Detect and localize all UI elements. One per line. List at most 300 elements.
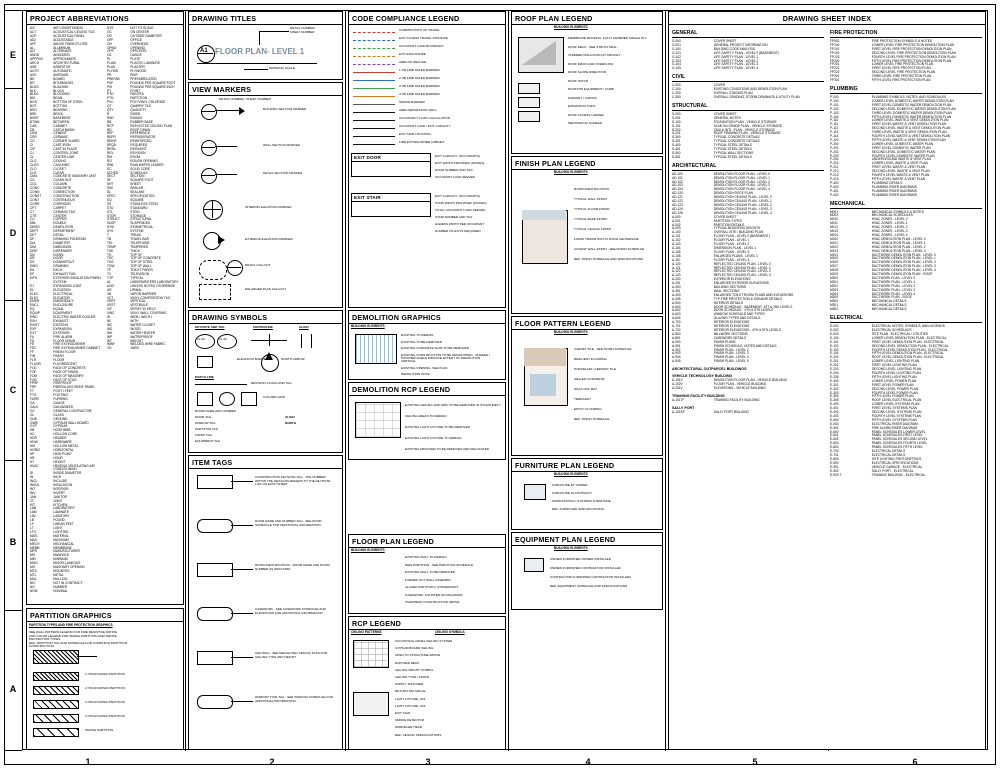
abbreviation-key: PLYWD bbox=[107, 68, 119, 73]
abbreviation-value: BEARING bbox=[53, 108, 68, 113]
sheet-title: FOURTH LEVEL WASTE & VENT DEMOLITION PLAN bbox=[871, 134, 951, 139]
sheet-title: SECOND LEVEL DOMESTIC WATER DEMOLITION PLAN bbox=[871, 106, 956, 111]
sheet-number: A-002 bbox=[672, 222, 681, 227]
sheet-title: DIMENSION PLAN - LEVEL 1 bbox=[713, 245, 757, 250]
sheet-index-row[interactable] bbox=[672, 411, 824, 415]
abbreviation-value: YARD bbox=[130, 346, 139, 351]
sheet-title: EXISTING CONDITIONS AND DEMOLITION PLAN bbox=[713, 87, 787, 92]
row-divider bbox=[4, 610, 22, 611]
abbreviation-key: MUL bbox=[30, 576, 37, 581]
sheet-number: FP103 bbox=[830, 54, 840, 59]
rcp-item-label: SPRINKLER HEAD bbox=[395, 725, 422, 730]
abbreviation-value: CAULKING bbox=[53, 162, 70, 167]
sheet-index-row[interactable] bbox=[672, 156, 824, 160]
abbreviation-value: EACH bbox=[53, 268, 63, 273]
rcp-item-label: OPEN TO STRUCTURE ABOVE bbox=[395, 653, 441, 658]
abbreviation-key: WH bbox=[107, 330, 113, 335]
sheet-title: FOUNDATION PLAN - VEHICLE STORAGE bbox=[713, 119, 777, 124]
sheet-number: A-100 bbox=[672, 230, 681, 235]
abbreviation-value: CATCH BASIN bbox=[53, 127, 75, 132]
roof-drain-sample bbox=[518, 97, 540, 108]
sheet-title: TRAINING FACILITY BUILDING bbox=[713, 397, 760, 402]
sheet-number: M108 bbox=[830, 268, 838, 273]
abbreviation-row bbox=[30, 590, 103, 594]
sheet-title: ELECTRICAL SCHEDULES bbox=[871, 328, 912, 332]
sheet-number: P-202 bbox=[830, 149, 839, 154]
abbreviation-value: CLEAN OUT bbox=[53, 178, 72, 183]
sheet-number: FP100 bbox=[830, 42, 840, 47]
sheet-title: FIFTH LEVEL LIGHTING PLAN bbox=[871, 374, 917, 379]
abbreviation-value: ROOF DRAIN bbox=[130, 127, 151, 132]
sheet-title: GENERAL NOTES bbox=[713, 115, 741, 120]
sheet-index-row[interactable] bbox=[672, 96, 824, 100]
col-header-keynote: KEYNOTE AND TAG bbox=[195, 325, 225, 329]
abbreviation-value: EMERGENCY bbox=[53, 299, 74, 304]
panel-floor-plan-legend bbox=[348, 534, 506, 614]
sheet-number: C-300 bbox=[672, 94, 681, 99]
abbreviation-value: JANITOR bbox=[53, 494, 67, 499]
abbreviation-key: STOR bbox=[107, 213, 116, 218]
panel-title: DEMOLITION RCP LEGEND bbox=[349, 383, 505, 396]
sheet-title: FOURTH LEVEL FIRE PROTECTION DEMOLITION PLAN bbox=[871, 54, 956, 59]
sheet-index-row[interactable] bbox=[830, 194, 982, 198]
sheet-title: MECHANICAL SYMBOLS & NOTES bbox=[871, 209, 924, 214]
sheet-number: M011 bbox=[830, 221, 838, 226]
sheet-number: P-211 bbox=[830, 165, 839, 170]
sheet-number: FP201 bbox=[830, 62, 840, 67]
code-legend-line bbox=[353, 80, 395, 81]
callout-detail-number: DETAIL NUMBER bbox=[290, 26, 315, 30]
abbreviation-value: BLOCK bbox=[53, 88, 65, 93]
abbreviation-key: W/ bbox=[107, 318, 111, 323]
demolition-rcp-item-label: EXISTING DIFFUSER TO BE REMOVED AND RELOCATED bbox=[405, 447, 490, 451]
abbreviation-key: FE bbox=[30, 342, 35, 347]
sheet-number: E-403 bbox=[830, 413, 839, 418]
sheet-number: P-102 bbox=[830, 106, 839, 111]
callout-north-arrow: NORTH ARROW bbox=[281, 357, 305, 361]
abbreviation-key: OPNG bbox=[107, 45, 117, 50]
abbreviation-key: PTD bbox=[107, 92, 114, 97]
col-divider bbox=[185, 10, 186, 751]
abbreviation-value: TYPICAL bbox=[130, 276, 144, 280]
abbreviation-key: PLAM bbox=[107, 61, 116, 66]
panel-item-tags bbox=[188, 455, 343, 750]
sheet-number: AD-100 bbox=[672, 171, 683, 176]
abbreviation-value: NUMBER bbox=[53, 584, 68, 589]
abbreviation-value: REFRIGERATOR bbox=[130, 135, 156, 140]
sheet-index-row[interactable] bbox=[830, 308, 982, 312]
code-legend-label: FIRE EXTINGUISHER CABINET bbox=[399, 140, 445, 144]
sheet-number: A-110 bbox=[672, 257, 681, 262]
section-header: BUILDING ELEMENTS bbox=[554, 25, 588, 29]
abbreviation-value: GAUGE bbox=[53, 401, 65, 405]
abbreviation-value: DEPARTMENT bbox=[53, 229, 75, 234]
abbreviation-value: TOP OF STEEL bbox=[130, 260, 154, 265]
abbreviation-value: ELEVATOR bbox=[53, 295, 70, 300]
sheet-number: E-205 bbox=[830, 374, 839, 379]
abbreviation-value: SOLID CORE bbox=[130, 166, 150, 171]
sheet-title: MECHANICAL DETAILS bbox=[871, 307, 907, 312]
abbreviation-value: EQUAL bbox=[53, 307, 65, 312]
abbreviation-key: T bbox=[107, 233, 109, 238]
sheet-number: M010 bbox=[830, 217, 838, 222]
abbreviation-value: AUTOMATIC bbox=[53, 68, 72, 73]
abbreviation-value: BLOCKING bbox=[53, 92, 70, 97]
abbreviation-key: MH bbox=[30, 553, 35, 558]
sheet-number: A-400 bbox=[672, 292, 681, 297]
abbreviation-value: BEAM bbox=[53, 96, 63, 101]
abbreviation-value: ELECTRICAL bbox=[53, 291, 73, 296]
sheet-number: E-903 T bbox=[830, 472, 842, 477]
abbreviation-value: CLEAR bbox=[53, 170, 64, 175]
abbreviation-key: DF bbox=[30, 236, 35, 241]
abbreviation-key: HDR bbox=[30, 436, 37, 441]
abbreviation-value: RISER bbox=[130, 111, 141, 116]
abbreviation-value: LINEAR FEET bbox=[53, 522, 74, 527]
abbreviation-value: FACE OF CONCRETE bbox=[53, 365, 86, 370]
furniture-item-label: FURNITURE IN CONTRACT bbox=[552, 491, 592, 495]
panel-floor-pattern-legend bbox=[511, 316, 663, 456]
panel-project-abbreviations bbox=[26, 11, 184, 605]
abbreviation-value: INSIDE DIAMETER bbox=[53, 471, 82, 476]
demolition-item-label: EXISTING TO BE REMOVED bbox=[401, 339, 442, 344]
sheet-index-row[interactable] bbox=[830, 474, 982, 478]
abbreviation-value: ASBESTOS bbox=[53, 65, 71, 70]
sheet-title: THIRD LEVEL DOMESTIC WATER DEMOLITION PLAN bbox=[871, 110, 952, 115]
sheet-title: FIRST LEVEL SYSTEMS PLAN bbox=[871, 406, 917, 411]
abbreviation-key: KIT bbox=[30, 502, 35, 507]
abbreviation-key: CO bbox=[30, 178, 35, 183]
abbreviation-value: ABOVE FINISH FLOOR bbox=[53, 41, 88, 46]
abbreviation-key: BD bbox=[30, 76, 35, 81]
abbreviation-key: BIT bbox=[30, 80, 35, 85]
abbreviation-key: VERT bbox=[107, 299, 116, 304]
abbreviation-key: DEMO bbox=[30, 225, 40, 230]
sheet-title: FIRE ALARM RISER DIAGRAM bbox=[871, 425, 918, 430]
symbol-tag-1: A1.00 bbox=[197, 337, 205, 341]
sheet-title: LIFE SAFETY PLAN - LEVEL 3 bbox=[713, 62, 759, 67]
abbreviation-value: NOT TO SCALE bbox=[130, 26, 154, 30]
sheet-number: A-003 bbox=[672, 226, 681, 231]
demolition-rcp-item-label: EXISTING CEILING AND GRID TO BE REMOVED IN ITS ENTIRETY bbox=[405, 403, 501, 407]
exit-stair-note: EXIT CAPACITY (OCCUPANTS) bbox=[435, 194, 480, 198]
sheet-title: ENLARGED EXTERIOR ELEVATIONS bbox=[713, 281, 769, 286]
panel-title: FLOOR PATTERN LEGEND bbox=[512, 317, 662, 330]
sheet-index-row[interactable] bbox=[672, 399, 824, 403]
code-legend-label: AREA SEPARATION WALL bbox=[399, 108, 437, 112]
abbreviation-value: PLATE bbox=[130, 57, 141, 62]
section-header: BUILDING ELEMENTS bbox=[554, 472, 588, 476]
abbreviation-key: OZ bbox=[107, 53, 112, 58]
demo-hatch-sample bbox=[355, 334, 397, 364]
sheet-title: SALLY PORT - ELECTRICAL bbox=[871, 468, 914, 473]
sheet-title: FINISH PLANS bbox=[713, 339, 736, 344]
sheet-number: G-102 bbox=[672, 54, 681, 59]
abbreviation-key: CONST bbox=[30, 193, 42, 198]
abbreviation-key: LAV bbox=[30, 514, 36, 519]
sheet-title: REFLECTED CEILING PLAN - LEVEL 1 bbox=[713, 265, 771, 270]
sheet-title: DOOR SCHEDULE - 4TH & 5TH LEVELS bbox=[713, 308, 774, 313]
panel-title: PARTITION GRAPHICS bbox=[27, 609, 183, 622]
callout-detail-sheet: DETAIL NUMBER / SHEET NUMBER bbox=[219, 97, 271, 101]
sheet-index-row[interactable] bbox=[672, 360, 824, 364]
sheet-title: FIFTH LEVEL SYSTEMS PLAN bbox=[871, 417, 917, 422]
abbreviation-value: AIR CONDITIONING bbox=[53, 26, 84, 30]
abbreviation-column-1 bbox=[30, 27, 103, 593]
sheet-title: PANEL SCHEDULES SECOND LEVEL bbox=[871, 437, 928, 442]
sheet-number: M104 bbox=[830, 252, 838, 257]
abbreviation-key: HB bbox=[30, 428, 35, 433]
sheet-title: ELECTRICAL DETAILS bbox=[871, 449, 906, 454]
sheet-number: A-101 bbox=[672, 234, 681, 239]
sheet-title: CMU & INTL. PLAN - VEHICLE STORAGE bbox=[713, 127, 775, 132]
partition-item-label: 3 HOUR RATED PARTITION bbox=[85, 700, 125, 704]
abbreviation-key: SL bbox=[107, 190, 111, 195]
sheet-title: ELECTRICAL NOTES, SYMBOLS, AND LEGENDS bbox=[871, 324, 945, 329]
sheet-number: E-800 bbox=[830, 456, 839, 461]
col-divider bbox=[508, 10, 509, 751]
exit-stair-note: STAIR WIDTH PROVIDED (INCHES) bbox=[435, 201, 487, 205]
abbreviation-key: TV bbox=[107, 272, 112, 277]
sheet-title: COVER bbox=[713, 83, 726, 88]
abbreviation-key: BTWN bbox=[30, 119, 40, 124]
abbreviation-key: PR bbox=[107, 72, 112, 77]
abbreviation-key: UNO bbox=[107, 283, 115, 288]
abbreviation-value: MISCELLANEOUS bbox=[53, 561, 81, 566]
sheet-title: INTERIOR DETAILS bbox=[713, 300, 743, 305]
abbreviation-key: HR bbox=[30, 455, 35, 460]
abbreviation-value: SYSTEM bbox=[130, 229, 144, 234]
sheet-number: E-400 bbox=[830, 402, 839, 407]
abbreviation-value: TREAD bbox=[130, 233, 142, 238]
code-legend-label: OCCUPANCY LOAD CALCULATION bbox=[399, 116, 451, 120]
sheet-index-group-title: GENERAL bbox=[672, 30, 824, 38]
sheet-title: DEMOLITION ROOF PLAN bbox=[713, 191, 753, 196]
sheet-number: A-102 bbox=[672, 238, 681, 243]
abbreviation-key: MIN bbox=[30, 557, 36, 562]
roof-item-label: MEMBRANE ROOFING, FULLY ADHERED SINGLE PLY bbox=[568, 36, 647, 40]
abbreviation-key: TO bbox=[107, 252, 112, 257]
abbreviation-value: PAIR bbox=[130, 72, 138, 77]
sheet-title: OVERALL SITE / BUILDING PLAN bbox=[713, 230, 764, 235]
sheet-title: HVAC DEMOLITION PLAN - LEVEL 2 bbox=[871, 244, 926, 249]
code-legend-label: EXIT ACCESS TRAVEL DISTANCE bbox=[399, 36, 448, 40]
sheet-title: PANEL SCHEDULES LOWER LEVEL bbox=[871, 429, 926, 434]
sheet-title: SECOND LEVEL FIRE PROTECTION DEMOLITION PLAN bbox=[871, 50, 956, 55]
abbreviation-value: TEMPERED bbox=[130, 244, 149, 249]
abbreviation-key: FT bbox=[30, 389, 34, 394]
floor-plan-item-label: GLAZED PARTITION / STOREFRONT bbox=[405, 585, 459, 589]
abbreviation-key: FLR bbox=[30, 358, 37, 363]
sheet-number: P-114 bbox=[830, 134, 839, 139]
abbreviation-value: ANODIZED bbox=[53, 53, 70, 58]
abbreviation-key: FURR bbox=[30, 397, 39, 402]
sheet-number: E-305 bbox=[830, 398, 839, 403]
sheet-number: A-405 bbox=[672, 296, 681, 301]
abbreviation-value: WOOD bbox=[130, 326, 141, 331]
sheet-title: FIRE PROTECTION SYMBOLS & NOTES bbox=[871, 39, 932, 43]
abbreviation-value: OPENING bbox=[130, 45, 145, 50]
abbreviation-value: DEMOLITION bbox=[53, 225, 74, 230]
sheet-number: G-001 bbox=[672, 42, 681, 47]
sheet-title: SECOND LEVEL POWER PLAN bbox=[871, 386, 919, 391]
abbreviation-key: CMU bbox=[30, 174, 38, 179]
sheet-title: FOURTH LEVEL LIGHTING PLAN bbox=[871, 370, 921, 375]
abbreviation-key: PT bbox=[107, 88, 112, 93]
abbreviation-value: ALUMINUM bbox=[53, 45, 71, 50]
abbreviation-key: CLO bbox=[30, 166, 37, 171]
abbreviation-key: DR bbox=[30, 256, 35, 261]
abbreviation-value: LIGHT bbox=[53, 526, 63, 530]
leader bbox=[231, 525, 253, 526]
abbreviation-key: DISP bbox=[30, 248, 38, 253]
abbreviation-key: CORR bbox=[30, 201, 40, 206]
code-legend-line bbox=[353, 32, 395, 33]
equipment-item-label: CONTRACTOR FURNISHED CONTRACTOR INSTALLED bbox=[550, 575, 631, 579]
code-legend-label: EXIT SIGN LOCATION bbox=[399, 132, 431, 136]
sheet-title: FIRST LEVEL LIGHTING PLAN bbox=[871, 363, 917, 368]
sheet-index-row[interactable] bbox=[672, 387, 824, 391]
abbreviation-key: REF bbox=[107, 131, 114, 136]
abbreviation-key: RB bbox=[107, 119, 112, 124]
sheet-index-row[interactable] bbox=[672, 67, 824, 71]
sheet-title: FLOOR PLAN - LEVEL 4 bbox=[713, 257, 750, 262]
sheet-number: A-120 bbox=[672, 261, 681, 266]
abbreviation-key: PL bbox=[107, 57, 111, 62]
floor-pattern-sample-b bbox=[524, 348, 566, 366]
sheet-title: LOWER LEVEL FIRE PROTECTION DEMOLITION PLAN bbox=[871, 42, 954, 47]
sheet-number: P-104 bbox=[830, 114, 839, 119]
abbreviation-key: CJ bbox=[30, 151, 34, 155]
abbreviation-key: MISC bbox=[30, 561, 38, 566]
abbreviation-key: DBL bbox=[30, 221, 37, 226]
abbreviation-key: CL bbox=[30, 154, 35, 159]
sheet-number: P-400 bbox=[830, 184, 839, 189]
panel-demolition-rcp-legend bbox=[348, 382, 506, 460]
abbreviation-key: FOS bbox=[30, 377, 37, 382]
abbreviation-key: DIM bbox=[30, 244, 36, 249]
sheet-number: AD-123 bbox=[672, 203, 683, 207]
sheet-title: PARTITION DETAILS bbox=[713, 222, 745, 227]
sheet-number: E-501 bbox=[830, 425, 839, 430]
sheet-number: A-201 bbox=[672, 281, 681, 286]
roof-item-label: ROOF ACCESS LADDER bbox=[568, 112, 604, 117]
sheet-number: M301 bbox=[830, 303, 838, 308]
abbreviation-key: PLAS bbox=[107, 65, 116, 70]
abbreviation-key: EJ bbox=[30, 283, 34, 288]
abbreviation-key: CT bbox=[30, 209, 35, 214]
abbreviation-key: EMER bbox=[30, 299, 40, 304]
sheet-number: E-901 bbox=[830, 464, 839, 469]
abbreviation-key: CG bbox=[30, 139, 35, 144]
callout-detail-callout: DETAIL CALLOUT bbox=[245, 263, 271, 267]
sheet-title: REFLECTED CEILING PLAN - LEVEL 2 bbox=[713, 269, 771, 274]
abbreviation-key: ADJ bbox=[30, 37, 37, 42]
abbreviation-key: DIA bbox=[30, 240, 36, 245]
sheet-title: BUILDING CODE ANALYSIS bbox=[713, 46, 755, 51]
sheet-title: REFLECTED CEILING PLAN - LEVEL 0 bbox=[713, 261, 771, 266]
demolition-item-label: VERTICAL bbox=[401, 359, 417, 363]
sheet-title: LIFE SAFETY PLAN - LEVEL 4 bbox=[713, 66, 759, 71]
row-divider bbox=[4, 10, 22, 11]
abbreviation-value: METAL bbox=[53, 572, 64, 577]
abbreviation-value: SECTION bbox=[130, 174, 145, 179]
abbreviation-key: REQD bbox=[107, 143, 117, 148]
sheet-index-row[interactable] bbox=[830, 79, 982, 83]
exit-door-note: EXIT WIDTH PROVIDED (INCHES) bbox=[435, 161, 485, 165]
finish-item-label: FINISH TRANSITION AT DOOR CENTERLINE bbox=[574, 237, 639, 241]
sheet-title: DUCTWORK DEMOLITION PLAN - LEVEL 4 bbox=[871, 268, 936, 273]
abbreviation-value: FOOTING bbox=[53, 393, 68, 398]
sheet-title: PARTITION TYPES bbox=[713, 218, 742, 223]
abbreviation-value: ACOUSTICAL CEILING TILE bbox=[53, 29, 95, 34]
sheet-title: DOOR SCHEDULE - BASEMENT, 1ST & 2ND LEVELS bbox=[713, 304, 793, 309]
col-divider bbox=[665, 10, 666, 751]
sheet-number: S-401 bbox=[672, 147, 681, 152]
sheet-number: E-600 bbox=[830, 429, 839, 434]
sheet-number: M201 bbox=[830, 279, 838, 284]
sheet-number: S-301 bbox=[672, 139, 681, 144]
abbreviation-value: CENTER bbox=[53, 213, 67, 218]
sheet-number: E-603 bbox=[830, 441, 839, 446]
finish-item-label: ACCENT WALL FINISH - SEE FINISH SCHEDULE bbox=[574, 247, 645, 251]
abbreviation-key: EWC bbox=[30, 315, 38, 320]
floor-plan-item-label: OVERHEAD CONSTRUCTION ABOVE bbox=[405, 600, 460, 604]
abbreviation-key: TB bbox=[107, 236, 112, 241]
abbreviation-key: BLDG bbox=[30, 84, 39, 89]
sheet-number: E-700 bbox=[830, 449, 839, 454]
abbreviation-value: EXHAUST FAN bbox=[53, 272, 76, 277]
sheet-title: FIFTH LEVEL FIRE PROTECTION DEMOLITION PLAN bbox=[871, 58, 952, 63]
col-marker-1: 1 bbox=[85, 757, 91, 767]
abbreviation-key: EF bbox=[30, 272, 35, 277]
abbreviation-value: EXHAUST bbox=[53, 318, 69, 323]
abbreviation-value: EXISTING bbox=[53, 322, 69, 327]
row-divider bbox=[4, 750, 22, 751]
abbreviation-key: YD bbox=[107, 346, 112, 351]
sheet-number: A-105 bbox=[672, 249, 681, 254]
sheet-number: P-111 bbox=[830, 122, 839, 127]
abbreviation-value: CARPET bbox=[53, 205, 67, 210]
sheet-number: AD-104 bbox=[672, 187, 683, 192]
abbreviation-value: DETAIL bbox=[53, 233, 65, 238]
abbreviation-value: OUNCE bbox=[130, 53, 142, 58]
sheet-number: A-001 bbox=[672, 218, 681, 223]
exit-stair-subpanel bbox=[351, 193, 431, 217]
code-legend-line bbox=[353, 120, 395, 121]
sheet-number: C-200 bbox=[672, 91, 681, 96]
sheet-number: E-304 bbox=[830, 394, 839, 399]
sheet-title: TYPICAL MOUNTING HEIGHTS bbox=[713, 226, 761, 231]
sheet-number: AD-103 bbox=[672, 183, 683, 188]
sheet-number: P-113 bbox=[830, 130, 839, 135]
abbreviation-value: DIAMETER bbox=[53, 240, 70, 245]
abbreviation-value: STAINLESS STEEL bbox=[130, 201, 159, 206]
abbreviation-value: BOTTOM OF STEEL bbox=[53, 100, 84, 105]
sheet-number: P-212 bbox=[830, 169, 839, 174]
abbreviation-key: SF bbox=[107, 178, 112, 183]
leader bbox=[231, 613, 253, 614]
abbreviation-value: REQUIRED bbox=[130, 143, 148, 148]
sheet-title: ROOF LEVEL ELECTRICAL PLAN bbox=[871, 398, 922, 403]
abbreviation-key: FOM bbox=[30, 373, 38, 378]
sheet-number: P-300 bbox=[830, 180, 839, 185]
abbreviation-value: POUND bbox=[53, 518, 65, 523]
abbreviation-value: RAIN WATER LEADER bbox=[130, 162, 164, 167]
abbreviation-value: FIRE ALARM bbox=[53, 334, 73, 339]
sheet-number: FP302 bbox=[830, 78, 840, 83]
abbreviation-value: HEATING VENTILATING AIR CONDITIONING bbox=[53, 463, 95, 472]
